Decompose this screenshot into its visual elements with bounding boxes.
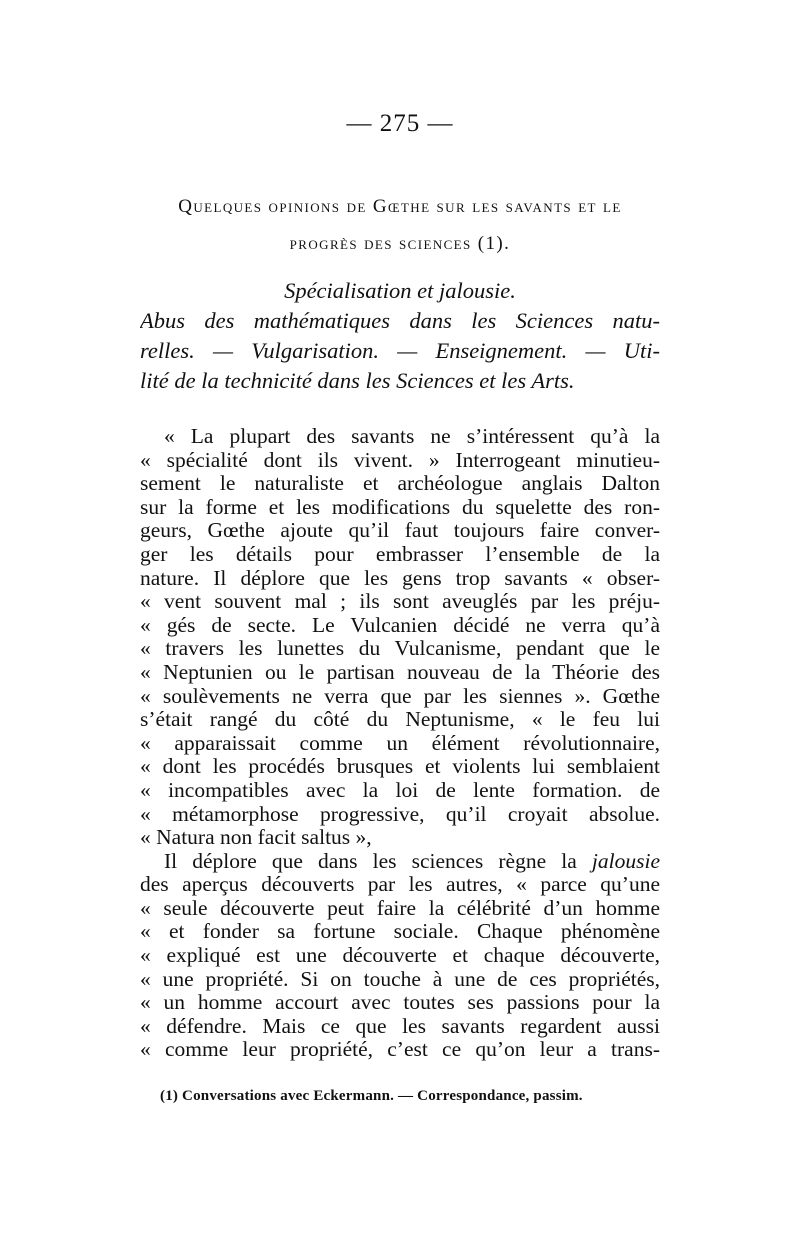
body-text — [140, 425, 660, 1062]
para2-start-text: Il déplore que dans les sciences règne la — [164, 849, 577, 873]
body-line: nature. Il déplore que les gens trop savants « obser- — [140, 566, 660, 590]
body-line-para2-start — [140, 850, 660, 874]
body-line: sement le naturaliste et archéologue anglais Dalton — [140, 472, 660, 496]
page-number: — 275 — — [346, 110, 454, 137]
body-line: « seule découverte peut faire la célébrité d’un homme — [140, 896, 660, 920]
body-line: « Neptunien ou le partisan nouveau de la Théorie des — [140, 660, 660, 684]
body-line: « spécialité dont ils vivent. » Interrogeant minutieu- — [140, 448, 660, 472]
body-line: sur la forme et les modifications du squelette des ron- — [140, 495, 660, 519]
body-line: des aperçus découverts par les autres, « parce qu’une — [140, 873, 660, 897]
chapter-summary — [140, 276, 660, 396]
footnote: (1) Conversations avec Eckermann. — Correspondance, passim. — [160, 1088, 583, 1104]
chapter-title-line-2: progrès des sciences (1). — [289, 233, 511, 254]
summary-line-4: lité de la technicité dans les Sciences et les Arts. — [140, 368, 575, 393]
chapter-title — [140, 188, 660, 262]
body-line: « incompatibles avec la loi de lente formation. de — [140, 778, 660, 802]
body-line: « une propriété. Si on touche à une de ces propriétés, — [140, 967, 660, 991]
summary-line-1: Spécialisation et jalousie. — [284, 278, 516, 303]
body-line: « Natura non facit saltus », — [140, 826, 372, 850]
body-line: « comme leur propriété, c’est ce qu’on leur a trans- — [140, 1038, 660, 1062]
body-line: « métamorphose progressive, qu’il croyait absolue. — [140, 802, 660, 826]
body-line: « un homme accourt avec toutes ses passions pour la — [140, 991, 660, 1015]
body-line: ger les détails pour embrasser l’ensemble de la — [140, 542, 660, 566]
summary-line-2: Abus des mathématiques dans les Sciences natu- — [140, 308, 660, 333]
body-line: « travers les lunettes du Vulcanisme, pendant que le — [140, 637, 660, 661]
body-line: « gés de secte. Le Vulcanien décidé ne verra qu’à — [140, 613, 660, 637]
jalousie-emphasis: jalousie — [591, 849, 660, 873]
body-line: « et fonder sa fortune sociale. Chaque phénomène — [140, 920, 660, 944]
body-line: geurs, Gœthe ajoute qu’il faut toujours faire conver- — [140, 519, 660, 543]
body-line: s’était rangé du côté du Neptunisme, « le feu lui — [140, 708, 660, 732]
body-line: « dont les procédés brusques et violents lui semblaient — [140, 755, 660, 779]
body-line: « soulèvements ne verra que par les siennes ». Gœthe — [140, 684, 660, 708]
body-line: « vent souvent mal ; ils sont aveuglés par les préju- — [140, 590, 660, 614]
chapter-title-line-1: Quelques opinions de Gœthe sur les savants et le — [178, 196, 622, 217]
body-line: « La plupart des savants ne s’intéressent qu’à la — [164, 425, 660, 448]
body-line: « expliqué est une découverte et chaque découverte, — [140, 944, 660, 968]
body-line: « défendre. Mais ce que les savants regardent aussi — [140, 1014, 660, 1038]
body-line: « apparaissait comme un élément révolutionnaire, — [140, 731, 660, 755]
summary-line-3: relles. — Vulgarisation. — Enseignement. — Uti- — [140, 338, 660, 363]
